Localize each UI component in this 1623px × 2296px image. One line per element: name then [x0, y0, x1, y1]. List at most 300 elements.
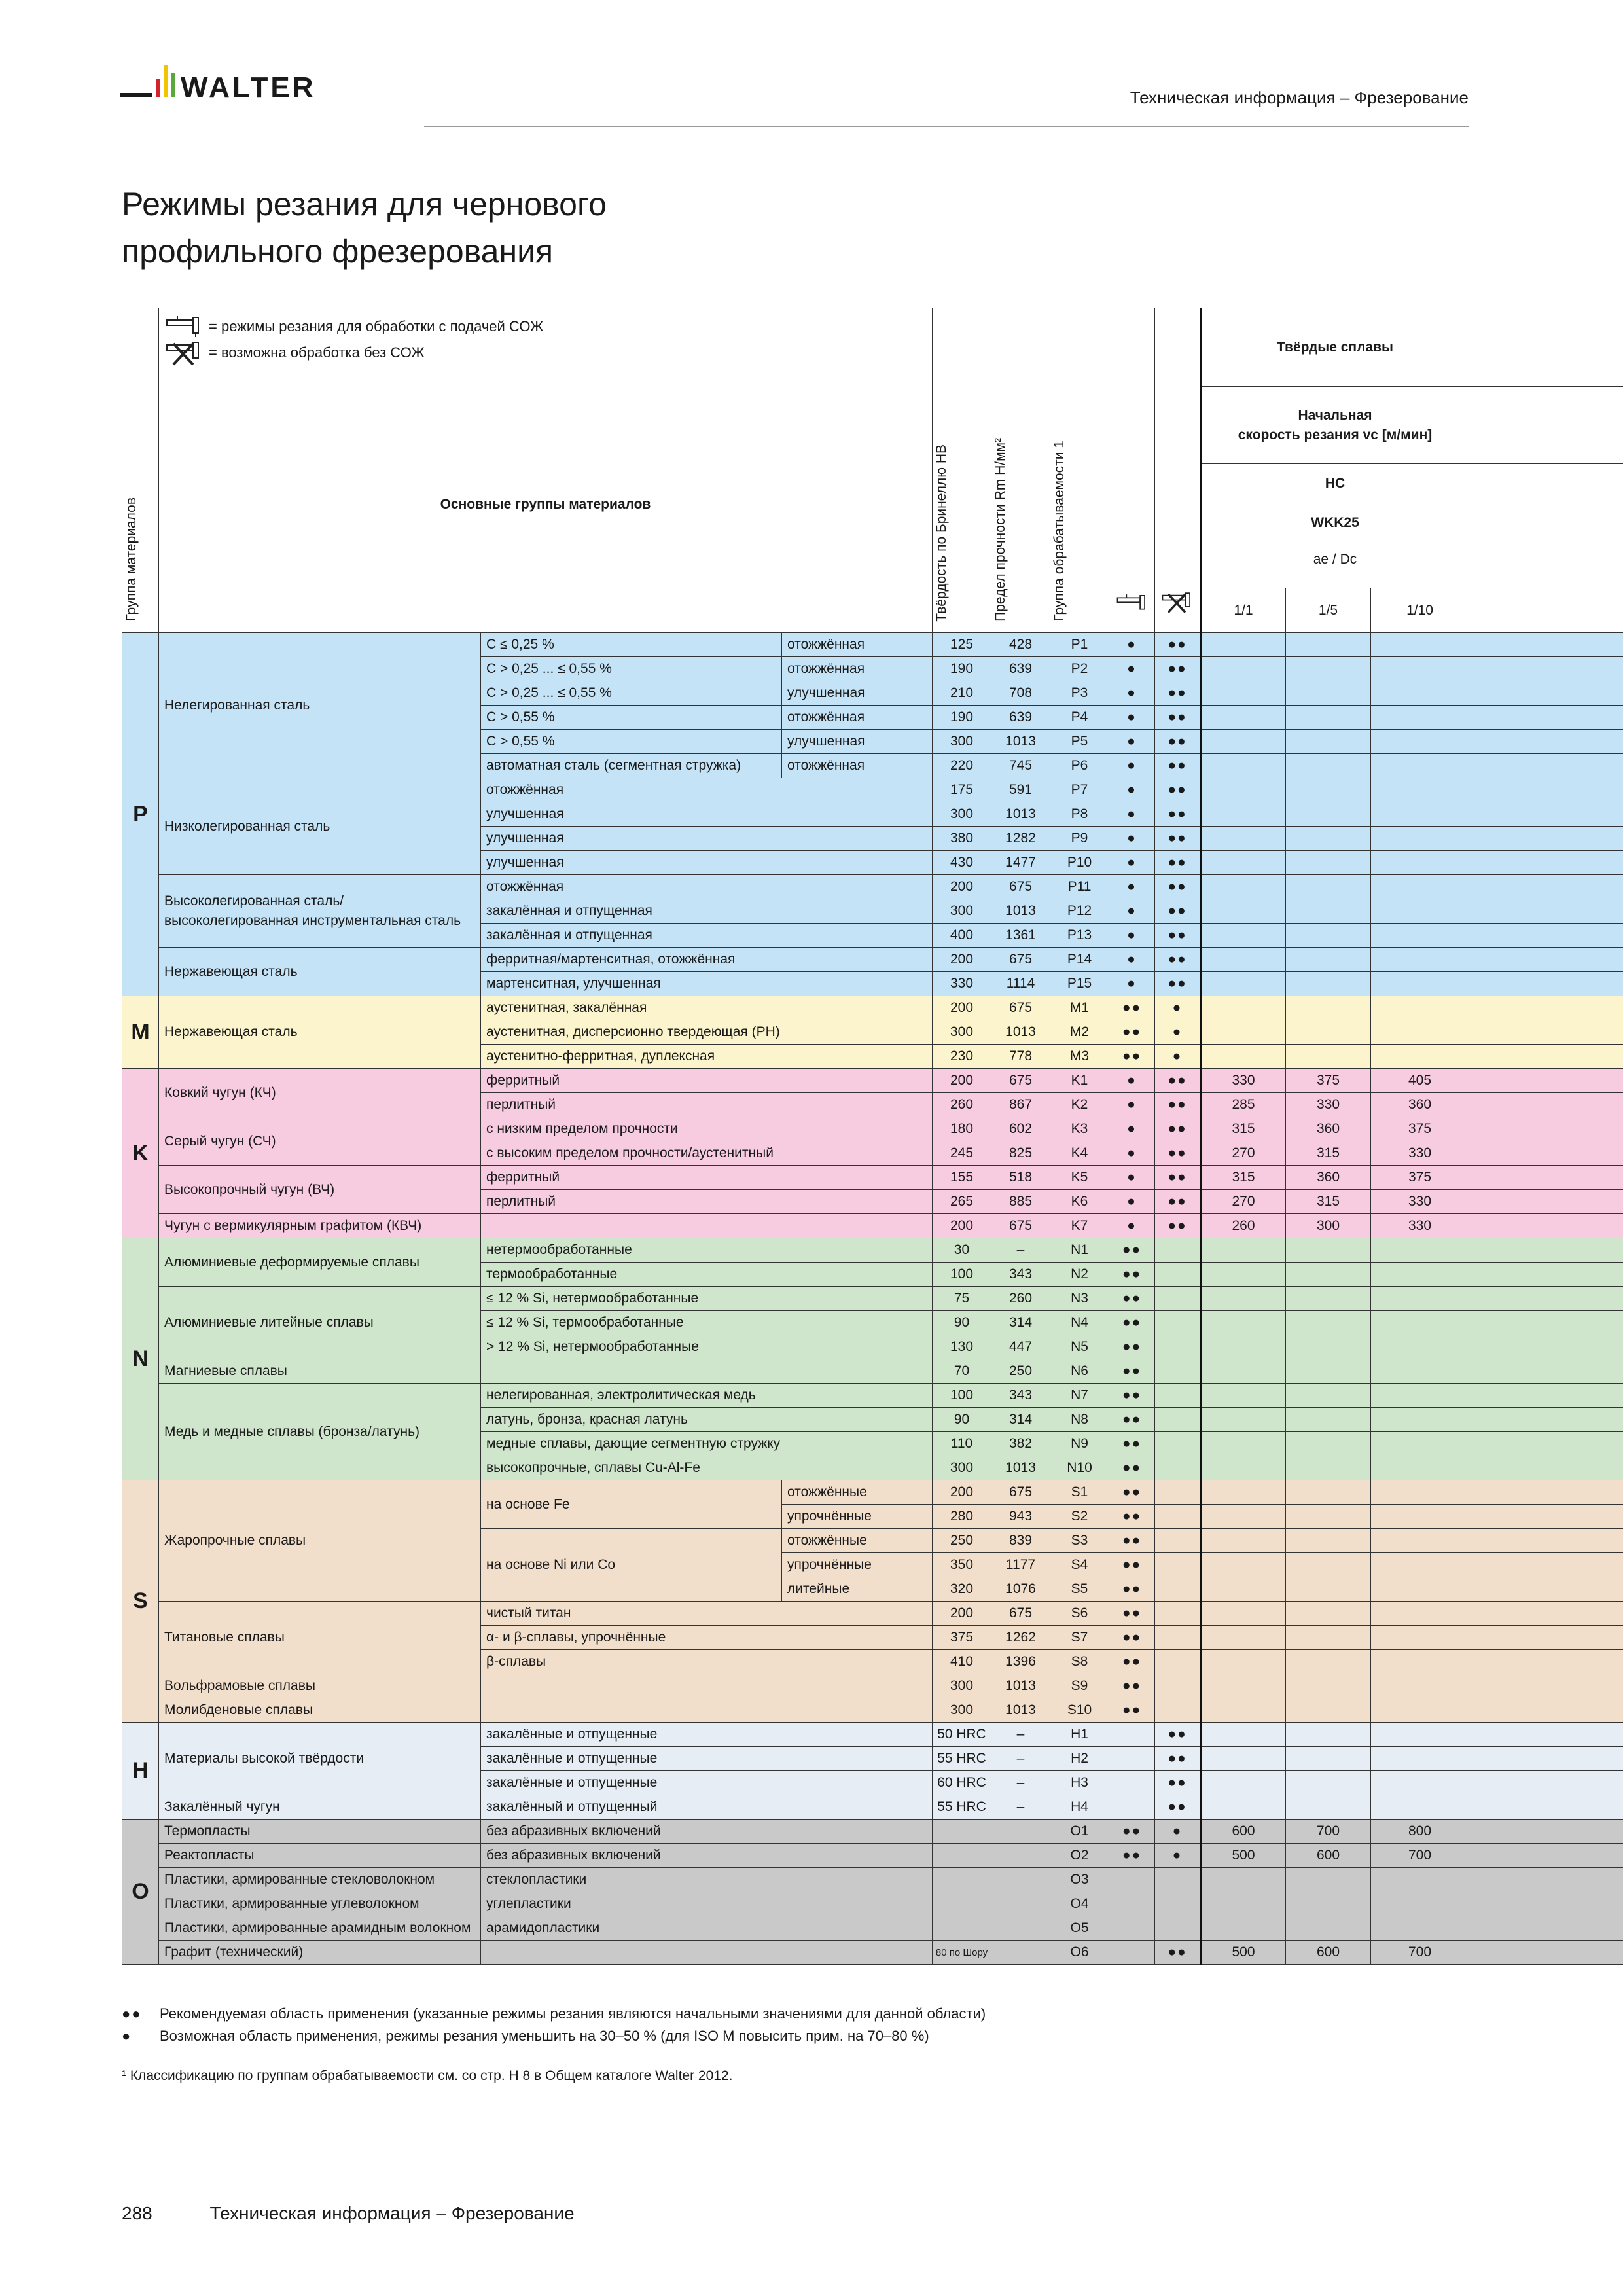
- machinability-code: N10: [1050, 1456, 1109, 1480]
- coolant-col-header: [1109, 308, 1155, 633]
- speed-1-10: [1371, 1384, 1469, 1408]
- coolant-rating: ●: [1109, 681, 1155, 706]
- material-condition: > 12 % Si, нетермообработанные: [481, 1335, 933, 1359]
- speed-1-1: [1201, 1650, 1286, 1674]
- dry-rating: ●: [1155, 1820, 1201, 1844]
- tensile-strength: 745: [991, 754, 1050, 778]
- material-group-k: K: [122, 1069, 159, 1238]
- speed-1-10: 405: [1371, 1069, 1469, 1093]
- coolant-rating: ●●: [1109, 1020, 1155, 1045]
- extra-col: [1469, 851, 1623, 875]
- tensile-strength: 825: [991, 1141, 1050, 1166]
- dry-rating: [1155, 1674, 1201, 1698]
- dry-rating: ●●: [1155, 899, 1201, 924]
- speed-1-1: [1201, 1263, 1286, 1287]
- extra-col: [1469, 730, 1623, 754]
- hardness-hb: 200: [933, 1480, 991, 1505]
- header-section: Техническая информация – Фрезерование: [1130, 88, 1469, 107]
- hardness-hb: 430: [933, 851, 991, 875]
- hardness-hb: 300: [933, 1020, 991, 1045]
- speed-1-10: [1371, 1432, 1469, 1456]
- speed-1-10: [1371, 633, 1469, 657]
- speed-1-5: [1286, 1553, 1371, 1577]
- hardness-hb: 350: [933, 1553, 991, 1577]
- material-condition: арамидопластики: [481, 1916, 933, 1941]
- material-condition: ≤ 12 % Si, нетермообработанные: [481, 1287, 933, 1311]
- tensile-strength: 1013: [991, 1674, 1050, 1698]
- title-line-1: Режимы резания для чернового: [122, 186, 607, 223]
- material-state: упрочнённые: [782, 1553, 933, 1577]
- speed-1-10: [1371, 1795, 1469, 1820]
- coolant-rating: ●: [1109, 754, 1155, 778]
- material-condition: закалённые и отпущенные: [481, 1747, 933, 1771]
- extra-col: [1469, 1650, 1623, 1674]
- coolant-rating: [1109, 1892, 1155, 1916]
- dry-rating: ●●: [1155, 1747, 1201, 1771]
- dry-rating: ●●: [1155, 1093, 1201, 1117]
- dry-rating: ●●: [1155, 1723, 1201, 1747]
- extra-col: [1469, 802, 1623, 827]
- tensile-strength: –: [991, 1723, 1050, 1747]
- hardness-hb: 200: [933, 1214, 991, 1238]
- group-col-label: Группа материалов: [124, 497, 139, 622]
- extra-col: [1469, 1505, 1623, 1529]
- hardness-hb: 280: [933, 1505, 991, 1529]
- speed-1-5: [1286, 681, 1371, 706]
- material-name: Чугун с вермикулярным графитом (КВЧ): [159, 1214, 481, 1238]
- tensile-strength: 1013: [991, 1698, 1050, 1723]
- hardness-hb: 300: [933, 1674, 991, 1698]
- extra-col: [1469, 1916, 1623, 1941]
- extra-col: [1469, 1529, 1623, 1553]
- hardness-hb: 180: [933, 1117, 991, 1141]
- machinability-code: P15: [1050, 972, 1109, 996]
- machinability-code: P6: [1050, 754, 1109, 778]
- material-condition: нелегированная, электролитическая медь: [481, 1384, 933, 1408]
- hardness-hb: 220: [933, 754, 991, 778]
- speed-1-1: [1201, 754, 1286, 778]
- speed-1-5: [1286, 996, 1371, 1020]
- extra-col: [1469, 1820, 1623, 1844]
- dry-rating: [1155, 1602, 1201, 1626]
- hardness-hb: 200: [933, 996, 991, 1020]
- hardness-hb: 250: [933, 1529, 991, 1553]
- coolant-rating: [1109, 1747, 1155, 1771]
- material-condition: улучшенная: [481, 802, 933, 827]
- machinability-code: H3: [1050, 1771, 1109, 1795]
- machinability-code: S5: [1050, 1577, 1109, 1602]
- speed-label: скорость резания vc [м/мин]: [1238, 427, 1433, 442]
- speed-1-5: 330: [1286, 1093, 1371, 1117]
- dry-rating: ●●: [1155, 657, 1201, 681]
- hardness-hb: 300: [933, 802, 991, 827]
- speed-1-1: [1201, 1698, 1286, 1723]
- material-condition: чистый титан: [481, 1602, 933, 1626]
- machinability-code: P7: [1050, 778, 1109, 802]
- extra-col: [1469, 1311, 1623, 1335]
- speed-1-10: [1371, 924, 1469, 948]
- speed-1-1: [1201, 1311, 1286, 1335]
- material-state: литейные: [782, 1577, 933, 1602]
- speed-1-5: 600: [1286, 1941, 1371, 1965]
- machinability-code: O4: [1050, 1892, 1109, 1916]
- dry-rating: [1155, 1263, 1201, 1287]
- speed-1-10: [1371, 1480, 1469, 1505]
- material-condition: аустенитно-ферритная, дуплексная: [481, 1045, 933, 1069]
- dry-rating: [1155, 1238, 1201, 1263]
- extra-col: [1469, 633, 1623, 657]
- speed-1-5: [1286, 1287, 1371, 1311]
- machinability-code: N2: [1050, 1263, 1109, 1287]
- extra-col: [1469, 924, 1623, 948]
- material-condition: C > 0,55 %: [481, 730, 782, 754]
- dry-col-icon: [1160, 589, 1194, 615]
- speed-1-10: [1371, 1238, 1469, 1263]
- hardness-hb: 100: [933, 1263, 991, 1287]
- material-name: Жаропрочные сплавы: [159, 1480, 481, 1602]
- speed-1-1: [1201, 1892, 1286, 1916]
- page-footer: [122, 2203, 627, 2224]
- material-condition: с низким пределом прочности: [481, 1117, 933, 1141]
- hardness-hb: [933, 1868, 991, 1892]
- coolant-rating: ●: [1109, 1117, 1155, 1141]
- speed-1-1: 285: [1201, 1093, 1286, 1117]
- table-row: [122, 1916, 1623, 1941]
- machinability-code: O2: [1050, 1844, 1109, 1868]
- speed-1-5: [1286, 1698, 1371, 1723]
- material-name: Пластики, армированные арамидным волокном: [159, 1916, 481, 1941]
- extra-col: [1469, 1795, 1623, 1820]
- hardness-header: [933, 308, 991, 633]
- machinability-code: N7: [1050, 1384, 1109, 1408]
- speed-1-10: [1371, 899, 1469, 924]
- tensile-strength: 314: [991, 1408, 1050, 1432]
- coolant-rating: ●: [1109, 1069, 1155, 1093]
- speed-1-1: 315: [1201, 1166, 1286, 1190]
- machinability-code: P8: [1050, 802, 1109, 827]
- material-name: Нержавеющая сталь: [159, 948, 481, 996]
- material-condition: ферритный: [481, 1069, 933, 1093]
- machinability-code: K4: [1050, 1141, 1109, 1166]
- recommended-note: Рекомендуемая область применения (указанные режимы резания являются начальными значениями для данной области): [160, 2005, 986, 2022]
- tensile-strength: 675: [991, 875, 1050, 899]
- material-condition: закалённые и отпущенные: [481, 1723, 933, 1747]
- table-row: [122, 996, 1623, 1020]
- speed-1-5: [1286, 802, 1371, 827]
- dry-rating: ●●: [1155, 875, 1201, 899]
- extra-col: [1469, 1432, 1623, 1456]
- tensile-strength: –: [991, 1771, 1050, 1795]
- hardness-hb: 190: [933, 657, 991, 681]
- hardness-hb: 265: [933, 1190, 991, 1214]
- material-name: Низколегированная сталь: [159, 778, 481, 875]
- speed-1-10: [1371, 1020, 1469, 1045]
- ae-dc-label: ae / Dc: [1313, 552, 1357, 567]
- coolant-rating: ●●: [1109, 1287, 1155, 1311]
- extra-col: [1469, 1626, 1623, 1650]
- coolant-rating: ●: [1109, 633, 1155, 657]
- tensile-strength: 639: [991, 706, 1050, 730]
- speed-1-10: [1371, 1529, 1469, 1553]
- hardness-hb: 400: [933, 924, 991, 948]
- speed-1-1: [1201, 875, 1286, 899]
- speed-1-10: [1371, 802, 1469, 827]
- extra-col: [1469, 1263, 1623, 1287]
- dry-rating: [1155, 1626, 1201, 1650]
- speed-1-10: [1371, 657, 1469, 681]
- material-condition: [481, 1674, 933, 1698]
- machinability-code: P11: [1050, 875, 1109, 899]
- table-row: [122, 1723, 1623, 1747]
- material-name: Закалённый чугун: [159, 1795, 481, 1820]
- coolant-rating: ●●: [1109, 1577, 1155, 1602]
- hardness-hb: [933, 1844, 991, 1868]
- hardness-hb: [933, 1916, 991, 1941]
- ratio-1-5: 1/5: [1286, 588, 1371, 633]
- table-row: [122, 1166, 1623, 1190]
- table-row: [122, 1820, 1623, 1844]
- speed-1-10: [1371, 972, 1469, 996]
- speed-1-1: [1201, 1384, 1286, 1408]
- hardness-hb: 210: [933, 681, 991, 706]
- tensile-strength: 675: [991, 1214, 1050, 1238]
- dry-rating: [1155, 1335, 1201, 1359]
- coolant-rating: ●: [1109, 851, 1155, 875]
- speed-1-10: [1371, 1335, 1469, 1359]
- material-condition: на основе Ni или Co: [481, 1529, 782, 1602]
- tensile-strength: 867: [991, 1093, 1050, 1117]
- hardness-hb: 200: [933, 1069, 991, 1093]
- speed-1-1: [1201, 1868, 1286, 1892]
- tensile-strength: 428: [991, 633, 1050, 657]
- material-condition: нетермообработанные: [481, 1238, 933, 1263]
- hardness-hb: 200: [933, 875, 991, 899]
- ratio-1-10: 1/10: [1371, 588, 1469, 633]
- recommended-symbol: ●●: [122, 2005, 142, 2022]
- speed-1-1: 330: [1201, 1069, 1286, 1093]
- hc-label: HC: [1325, 476, 1346, 491]
- coolant-rating: ●●: [1109, 996, 1155, 1020]
- tensile-strength: [991, 1820, 1050, 1844]
- grade-label: WKK25: [1311, 515, 1359, 530]
- speed-1-1: [1201, 1553, 1286, 1577]
- extra-col: [1469, 1698, 1623, 1723]
- table-row: [122, 948, 1623, 972]
- material-condition: ферритный: [481, 1166, 933, 1190]
- coolant-rating: ●: [1109, 706, 1155, 730]
- material-condition: медные сплавы, дающие сегментную стружку: [481, 1432, 933, 1456]
- material-condition: ферритная/мартенситная, отожжённая: [481, 948, 933, 972]
- tensile-strength: 1013: [991, 899, 1050, 924]
- dry-col-header: [1155, 308, 1201, 633]
- material-group-o: O: [122, 1820, 159, 1965]
- speed-1-1: [1201, 924, 1286, 948]
- speed-1-10: [1371, 996, 1469, 1020]
- table-row: [122, 1069, 1623, 1093]
- dry-rating: [1155, 1698, 1201, 1723]
- speed-1-10: [1371, 1553, 1469, 1577]
- machinability-code: P2: [1050, 657, 1109, 681]
- dry-rating: ●: [1155, 996, 1201, 1020]
- possible-symbol: ●: [122, 2028, 132, 2044]
- speed-1-1: [1201, 1674, 1286, 1698]
- table-row: [122, 1674, 1623, 1698]
- extra-col: [1469, 899, 1623, 924]
- material-condition: C > 0,55 %: [481, 706, 782, 730]
- dry-rating: [1155, 1311, 1201, 1335]
- dry-rating: ●●: [1155, 1941, 1201, 1965]
- dry-rating: ●●: [1155, 802, 1201, 827]
- hardness-label: Твёрдость по Бринеллю HB: [934, 444, 949, 622]
- table-row: [122, 1941, 1623, 1965]
- dry-rating: [1155, 1505, 1201, 1529]
- machinability-code: S4: [1050, 1553, 1109, 1577]
- speed-1-10: [1371, 1650, 1469, 1674]
- coolant-rating: ●: [1109, 899, 1155, 924]
- hardness-hb: 55 HRC: [933, 1747, 991, 1771]
- speed-1-10: [1371, 948, 1469, 972]
- hardness-hb: 55 HRC: [933, 1795, 991, 1820]
- tensile-strength: 314: [991, 1311, 1050, 1335]
- dry-rating: ●●: [1155, 1771, 1201, 1795]
- speed-1-5: [1286, 1045, 1371, 1069]
- coolant-rating: ●●: [1109, 1263, 1155, 1287]
- hardness-hb: 175: [933, 778, 991, 802]
- machinability-code: S7: [1050, 1626, 1109, 1650]
- speed-1-1: 260: [1201, 1214, 1286, 1238]
- speed-1-1: [1201, 1723, 1286, 1747]
- coolant-rating: ●●: [1109, 1384, 1155, 1408]
- dry-rating: ●●: [1155, 681, 1201, 706]
- material-condition: C > 0,25 ... ≤ 0,55 %: [481, 681, 782, 706]
- speed-1-10: [1371, 681, 1469, 706]
- speed-1-10: [1371, 1868, 1469, 1892]
- machinability-code: K2: [1050, 1093, 1109, 1117]
- carbides-header: Твёрдые сплавы: [1201, 308, 1469, 387]
- coolant-rating: ●●: [1109, 1480, 1155, 1505]
- machinability-code: K1: [1050, 1069, 1109, 1093]
- machinability-code: H2: [1050, 1747, 1109, 1771]
- material-name: Пластики, армированные стекловолокном: [159, 1868, 481, 1892]
- extra-col: [1469, 1214, 1623, 1238]
- dry-rating: [1155, 1287, 1201, 1311]
- extra-col: [1469, 1384, 1623, 1408]
- strength-header: [991, 308, 1050, 633]
- material-name: Молибденовые сплавы: [159, 1698, 481, 1723]
- speed-1-10: [1371, 1698, 1469, 1723]
- extra-col: [1469, 387, 1623, 464]
- machinability-code: O6: [1050, 1941, 1109, 1965]
- tensile-strength: 260: [991, 1287, 1050, 1311]
- hardness-hb: 75: [933, 1287, 991, 1311]
- coolant-rating: ●: [1109, 778, 1155, 802]
- material-condition: [481, 1359, 933, 1384]
- dry-rating: ●●: [1155, 1069, 1201, 1093]
- coolant-rating: [1109, 1795, 1155, 1820]
- speed-1-1: [1201, 1916, 1286, 1941]
- legend-notes: [122, 2003, 986, 2047]
- page-title: [122, 181, 607, 275]
- material-name: Нелегированная сталь: [159, 633, 481, 778]
- speed-1-1: [1201, 1020, 1286, 1045]
- material-name: Алюминиевые деформируемые сплавы: [159, 1238, 481, 1287]
- hardness-hb: 30: [933, 1238, 991, 1263]
- dry-rating: ●●: [1155, 1117, 1201, 1141]
- speed-1-10: [1371, 1287, 1469, 1311]
- speed-1-5: [1286, 1432, 1371, 1456]
- tensile-strength: [991, 1916, 1050, 1941]
- speed-1-5: [1286, 1505, 1371, 1529]
- header-divider: [424, 126, 1469, 127]
- coolant-rating: ●●: [1109, 1650, 1155, 1674]
- speed-1-1: [1201, 851, 1286, 875]
- coolant-rating: ●: [1109, 730, 1155, 754]
- speed-1-5: [1286, 1916, 1371, 1941]
- table-row: [122, 1795, 1623, 1820]
- speed-1-1: [1201, 1238, 1286, 1263]
- dry-rating: ●●: [1155, 1141, 1201, 1166]
- extra-col: [1469, 1892, 1623, 1916]
- tensile-strength: 1262: [991, 1626, 1050, 1650]
- tensile-strength: [991, 1941, 1050, 1965]
- coolant-rating: ●●: [1109, 1359, 1155, 1384]
- tensile-strength: 675: [991, 1602, 1050, 1626]
- dry-machining-icon: [164, 340, 204, 366]
- coolant-rating: ●: [1109, 972, 1155, 996]
- hardness-hb: [933, 1892, 991, 1916]
- tensile-strength: 1076: [991, 1577, 1050, 1602]
- tensile-strength: 1361: [991, 924, 1050, 948]
- material-group-m: M: [122, 996, 159, 1069]
- machinability-code: N6: [1050, 1359, 1109, 1384]
- speed-1-5: [1286, 1723, 1371, 1747]
- tensile-strength: 708: [991, 681, 1050, 706]
- material-condition: без абразивных включений: [481, 1820, 933, 1844]
- material-condition: улучшенная: [481, 827, 933, 851]
- table-row: [122, 1868, 1623, 1892]
- speed-1-10: [1371, 1045, 1469, 1069]
- extra-col: [1469, 1844, 1623, 1868]
- table-row: [122, 1359, 1623, 1384]
- material-condition: [481, 1698, 933, 1723]
- speed-1-1: [1201, 1529, 1286, 1553]
- speed-1-1: [1201, 633, 1286, 657]
- dry-rating: [1155, 1892, 1201, 1916]
- speed-1-5: 700: [1286, 1820, 1371, 1844]
- material-state: отожжённая: [782, 633, 933, 657]
- tensile-strength: 639: [991, 657, 1050, 681]
- machinability-code: P3: [1050, 681, 1109, 706]
- speed-1-10: [1371, 1505, 1469, 1529]
- speed-1-10: [1371, 1359, 1469, 1384]
- coolant-rating: ●: [1109, 924, 1155, 948]
- machinability-code: M1: [1050, 996, 1109, 1020]
- speed-1-5: [1286, 1529, 1371, 1553]
- dry-rating: [1155, 1868, 1201, 1892]
- material-condition: C > 0,25 ... ≤ 0,55 %: [481, 657, 782, 681]
- grade-header: [1201, 464, 1469, 588]
- coolant-rating: ●●: [1109, 1529, 1155, 1553]
- machinability-code: S2: [1050, 1505, 1109, 1529]
- footnote: ¹ Классификацию по группам обрабатываемости см. со стр. H 8 в Общем каталоге Walter 2012.: [122, 2068, 733, 2083]
- speed-1-5: [1286, 754, 1371, 778]
- speed-1-5: [1286, 924, 1371, 948]
- speed-1-10: [1371, 754, 1469, 778]
- material-name: Магниевые сплавы: [159, 1359, 481, 1384]
- material-name: Ковкий чугун (КЧ): [159, 1069, 481, 1117]
- machinability-code: O3: [1050, 1868, 1109, 1892]
- tensile-strength: –: [991, 1747, 1050, 1771]
